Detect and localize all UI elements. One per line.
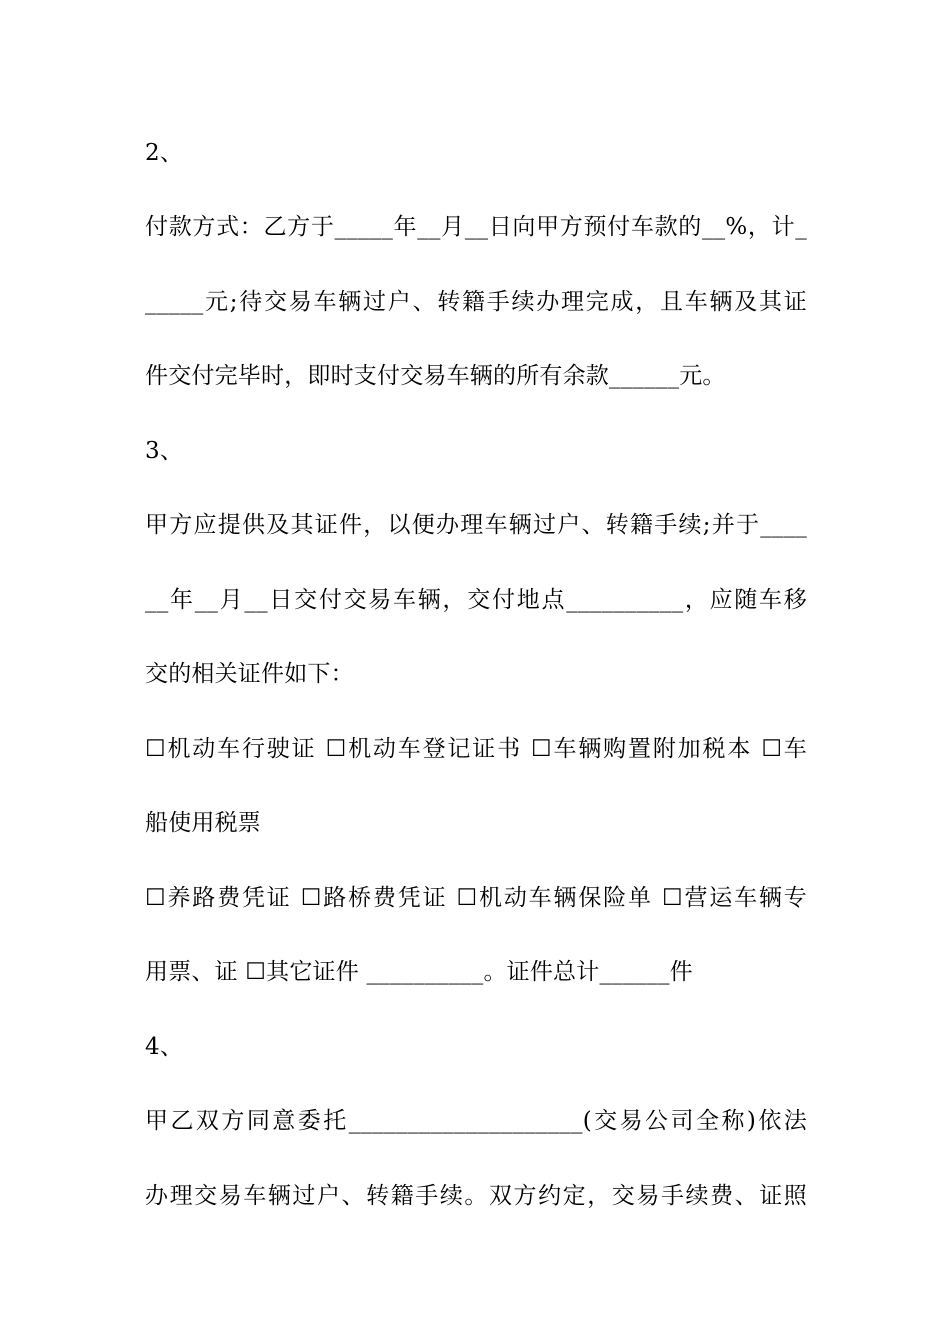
paragraph-line: 付款方式：乙方于_____年__月__日向甲方预付车款的__%，计_ bbox=[145, 214, 807, 240]
section-number-4: 4、 bbox=[145, 1034, 184, 1060]
checkbox-list-line: ☐养路费凭证 ☐路桥费凭证 ☐机动车辆保险单 ☐营运车辆专 bbox=[145, 885, 807, 911]
paragraph-line: 办理交易车辆过户、转籍手续。双方约定，交易手续费、证照 bbox=[145, 1183, 807, 1209]
paragraph-line: 件交付完毕时，即时支付交易车辆的所有余款______元。 bbox=[145, 363, 726, 389]
paragraph-line: 甲方应提供及其证件，以便办理车辆过户、转籍手续;并于____ bbox=[145, 512, 807, 538]
checkbox-list-line: 船使用税票 bbox=[145, 810, 261, 836]
checkbox-list-line: ☐机动车行驶证 ☐机动车登记证书 ☐车辆购置附加税本 ☐车 bbox=[145, 736, 807, 762]
checkbox-list-line: 用票、证 ☐其它证件 __________。证件总计______件 bbox=[145, 959, 693, 985]
paragraph-line: 甲乙双方同意委托____________________(交易公司全称)依法 bbox=[145, 1108, 807, 1134]
paragraph-line: 交的相关证件如下： bbox=[145, 661, 354, 687]
paragraph-line: _____元;待交易车辆过户、转籍手续办理完成，且车辆及其证 bbox=[145, 289, 807, 315]
paragraph-line: __年__月__日交付交易车辆，交付地点__________，应随车移 bbox=[145, 587, 807, 613]
section-number-3: 3、 bbox=[145, 438, 184, 464]
section-number-2: 2、 bbox=[145, 140, 184, 166]
